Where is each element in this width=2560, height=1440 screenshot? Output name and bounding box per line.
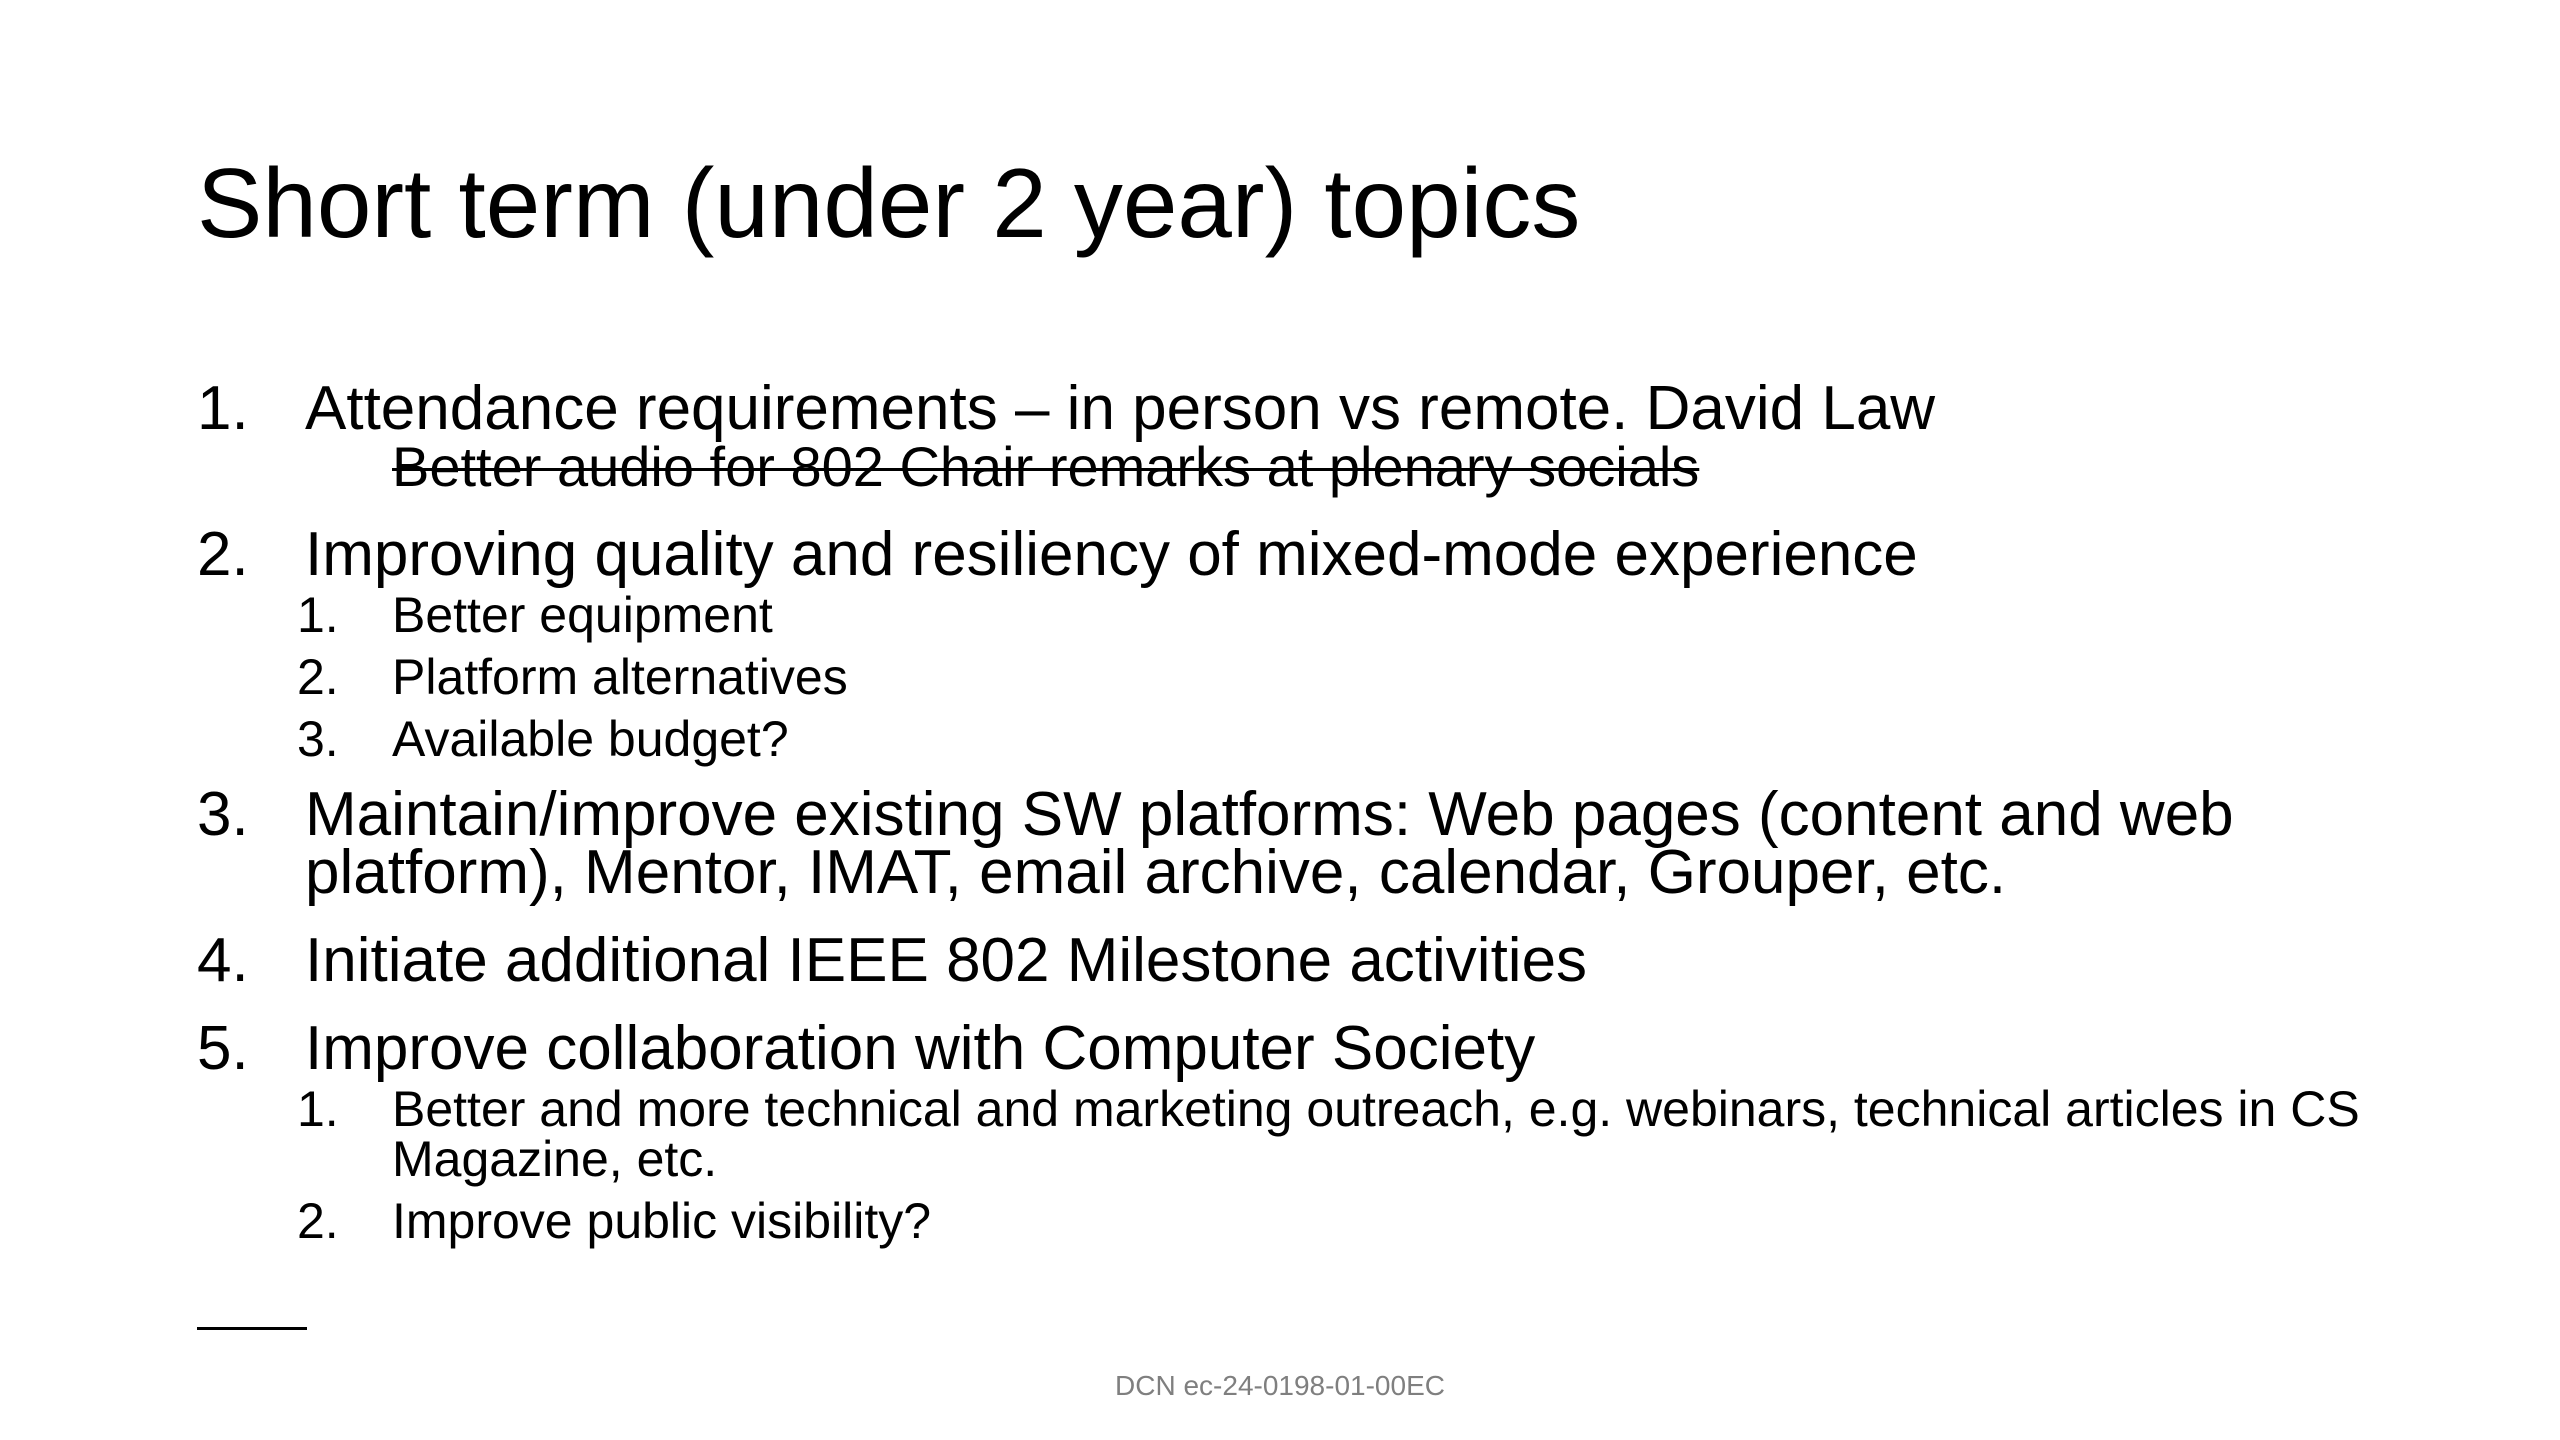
list-item-attendance	[197, 374, 2427, 443]
sub-item-number: 2.	[297, 649, 339, 705]
list-item-text: Attendance requirements – in person vs remote. David Law	[305, 374, 1936, 443]
topic-list	[197, 374, 2427, 1249]
list-item-number: 2.	[197, 520, 249, 589]
sub-item-number: 2.	[297, 1193, 339, 1249]
sub-item-equipment	[297, 587, 2427, 643]
struck-through-text: Better audio for 802 Chair remarks at plenary socials	[392, 435, 1700, 498]
list-item-sw-platforms	[197, 780, 2427, 907]
footnote-separator	[197, 1327, 307, 1330]
sub-item-number: 1.	[297, 1081, 339, 1137]
sub-item-number: 3.	[297, 711, 339, 767]
sub-item-text: Better and more technical and marketing outreach, e.g. webinars, technical articles in CS Magazine, etc.	[392, 1081, 2360, 1187]
slide-title: Short term (under 2 year) topics	[197, 148, 1581, 258]
list-item-number: 4.	[197, 926, 249, 995]
list-item-number: 5.	[197, 1014, 249, 1083]
list-item-text: Maintain/improve existing SW platforms: Web pages (content and web platform), Mentor, IMAT, email archive, calendar, Grouper, etc.	[305, 780, 2234, 907]
sub-item-text: Improve public visibility?	[392, 1193, 932, 1249]
sub-item-text: Better equipment	[392, 587, 773, 643]
sub-item-number: 1.	[297, 587, 339, 643]
list-item-text: Improve collaboration with Computer Society	[305, 1014, 1536, 1083]
list-item-number: 3.	[197, 780, 249, 849]
sub-item-visibility	[297, 1193, 2427, 1249]
list-item-text: Improving quality and resiliency of mixed-mode experience	[305, 520, 1918, 589]
list-item-text: Initiate additional IEEE 802 Milestone activities	[305, 926, 1588, 995]
sub-item-text: Available budget?	[392, 711, 789, 767]
sub-item-budget	[297, 711, 2427, 767]
sub-item-outreach	[297, 1081, 2427, 1187]
sub-item-platforms	[297, 649, 2427, 705]
list-item-mixed-mode	[197, 520, 2427, 589]
sub-item-text: Platform alternatives	[392, 649, 848, 705]
slide-footer-dcn: DCN ec-24-0198-01-00EC	[1115, 1370, 1445, 1401]
list-item-milestone	[197, 926, 2427, 995]
list-item-computer-society	[197, 1014, 2427, 1083]
list-item-number: 1.	[197, 374, 249, 443]
